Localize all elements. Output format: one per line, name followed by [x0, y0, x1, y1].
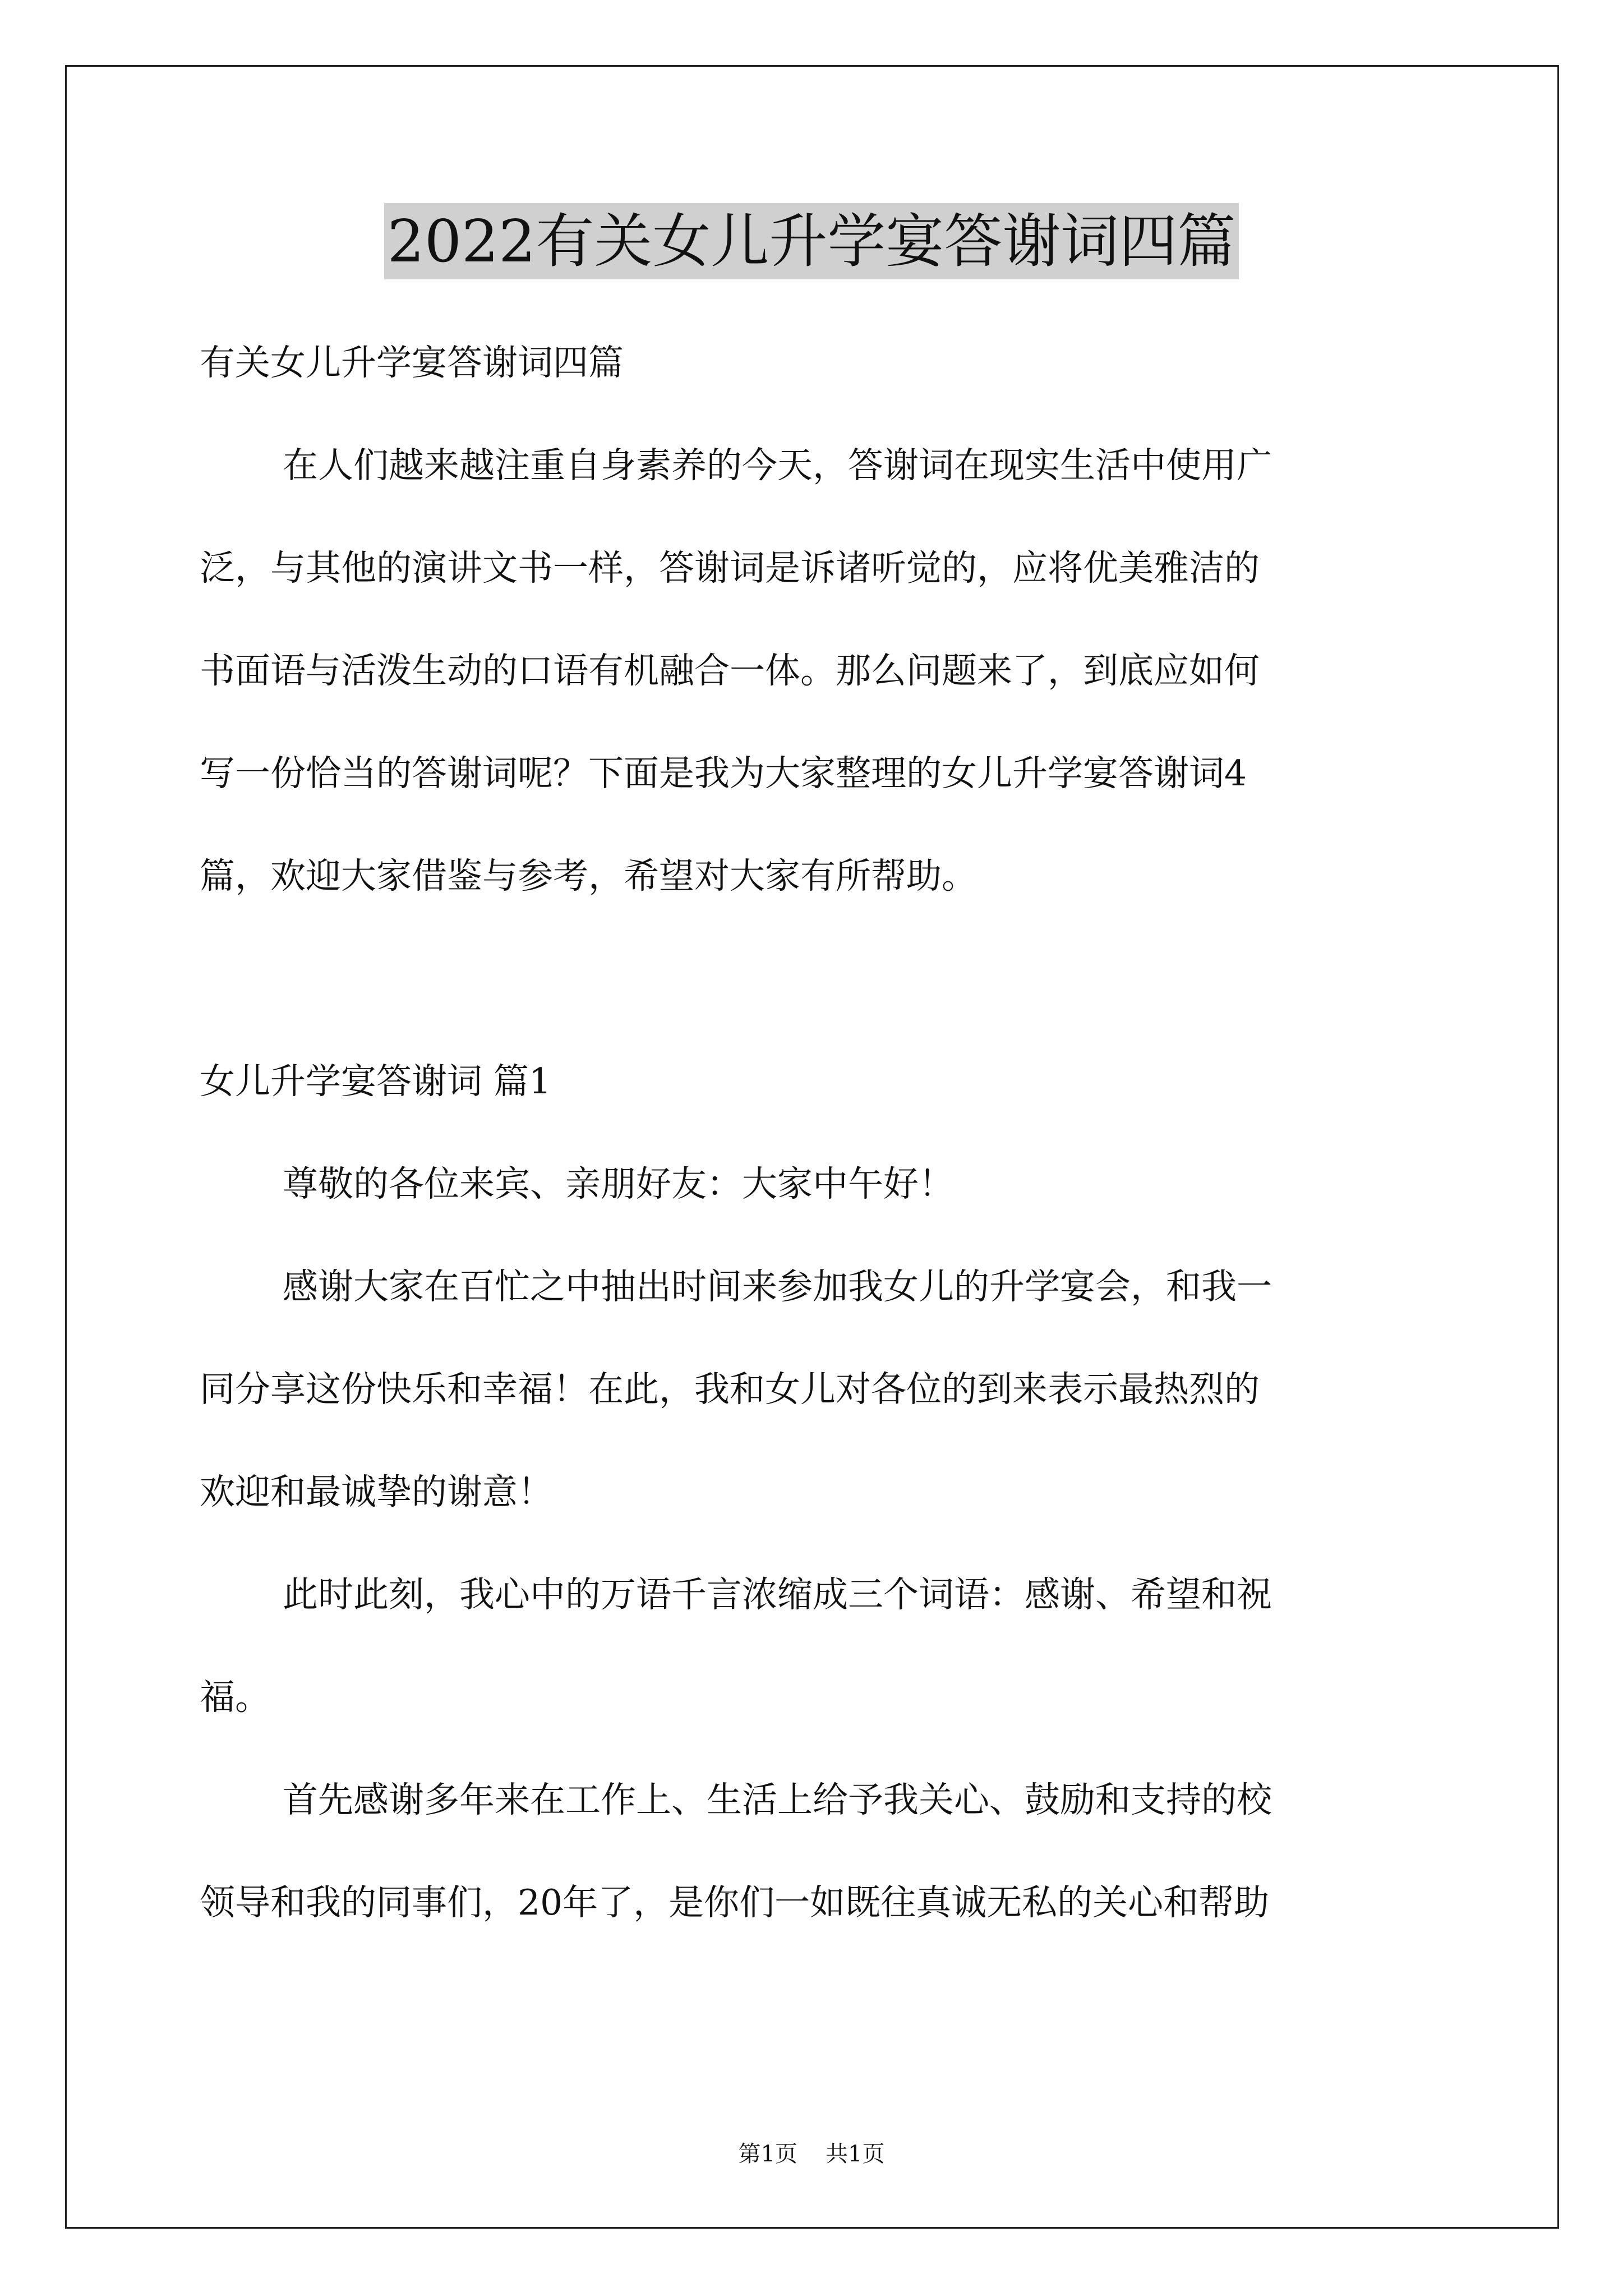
text-line: 书面语与活泼生动的口语有机融合一体。那么问题来了，到底应如何: [200, 650, 1260, 691]
text-line: 在人们越来越注重自身素养的今天，答谢词在现实生活中使用广: [283, 445, 1272, 486]
page-number-total: 共1页: [826, 2141, 885, 2167]
text-line: 泛，与其他的演讲文书一样，答谢词是诉诸听觉的，应将优美雅洁的: [200, 547, 1260, 588]
text-line: 福。: [200, 1677, 270, 1718]
text-line: 首先感谢多年来在工作上、生活上给予我关心、鼓励和支持的校: [283, 1779, 1272, 1820]
document-body: [200, 311, 1429, 1954]
text-line: 欢迎和最诚挚的谢意！: [200, 1471, 553, 1512]
blank-line: [200, 927, 1429, 1030]
page-number-current: 第1页: [738, 2141, 797, 2167]
text-line: 女儿升学宴答谢词 篇1: [200, 1061, 552, 1102]
text-line: 写一份恰当的答谢词呢？下面是我为大家整理的女儿升学宴答谢词4: [200, 753, 1247, 794]
text-line: 领导和我的同事们，20年了，是你们一如既往真诚无私的关心和帮助: [200, 1882, 1270, 1923]
text-line: 同分享这份快乐和幸福！在此，我和女儿对各位的到来表示最热烈的: [200, 1369, 1260, 1410]
text-line: 感谢大家在百忙之中抽出时间来参加我女儿的升学宴会，和我一: [283, 1266, 1272, 1307]
text-line: 此时此刻，我心中的万语千言浓缩成三个词语：感谢、希望和祝: [283, 1574, 1272, 1615]
title-container: [0, 203, 1623, 279]
document-title: 2022有关女儿升学宴答谢词四篇: [384, 203, 1239, 279]
text-line: 尊敬的各位来宾、亲朋好友：大家中午好！: [283, 1163, 954, 1204]
page-footer: [0, 2137, 1623, 2171]
text-line: 篇，欢迎大家借鉴与参考，希望对大家有所帮助。: [200, 855, 977, 896]
text-line: 有关女儿升学宴答谢词四篇: [200, 342, 624, 383]
